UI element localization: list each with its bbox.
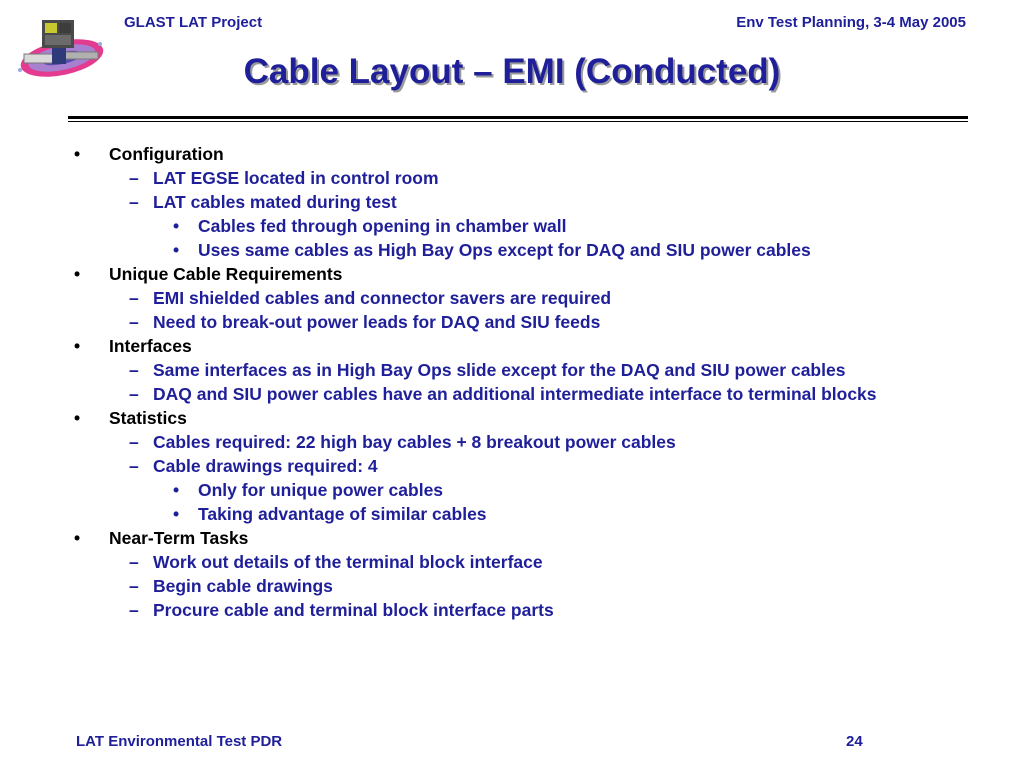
dash-marker: –: [129, 600, 139, 620]
dash-marker: –: [129, 576, 139, 596]
dash-marker: –: [129, 552, 139, 572]
sub-sub-bullet: [0, 238, 1024, 262]
sub-bullet: [0, 166, 1024, 190]
bullet-marker: •: [74, 264, 81, 284]
dash-marker: –: [129, 456, 139, 476]
bullet-marker: •: [173, 480, 180, 500]
bullet-unique-cable-requirements: [0, 262, 1024, 286]
slide-body: [0, 142, 1024, 622]
sub-bullet-text: Need to break-out power leads for DAQ and SIU feeds: [153, 312, 601, 332]
bullet-marker: •: [74, 144, 81, 164]
bullet-interfaces: [0, 334, 1024, 358]
sub-bullet: [0, 382, 1024, 406]
sub-sub-bullet-text: Taking advantage of similar cables: [198, 504, 487, 524]
sub-bullet-text: DAQ and SIU power cables have an additional intermediate interface to terminal blocks: [153, 384, 877, 404]
sub-bullet: [0, 598, 1024, 622]
footer-title: LAT Environmental Test PDR: [76, 733, 283, 750]
sub-bullet: [0, 190, 1024, 214]
sub-bullet-text: EMI shielded cables and connector savers are required: [153, 288, 612, 308]
dash-marker: –: [129, 288, 139, 308]
sub-bullet-text: Begin cable drawings: [153, 576, 333, 596]
slide-title: Cable Layout – EMI (Conducted): [243, 52, 781, 91]
sub-sub-bullet: [0, 478, 1024, 502]
sub-bullet-text: LAT cables mated during test: [153, 192, 397, 212]
bullet-marker: •: [173, 240, 180, 260]
sub-bullet-text: Cables required: 22 high bay cables + 8 breakout power cables: [153, 432, 676, 452]
header-meeting: Env Test Planning, 3-4 May 2005: [736, 14, 966, 31]
dash-marker: –: [129, 360, 139, 380]
sub-bullet-text: Cable drawings required: 4: [153, 456, 378, 476]
bullet-text: Statistics: [109, 408, 187, 428]
bullet-marker: •: [74, 336, 81, 356]
title-rule: [68, 116, 968, 119]
bullet-marker: •: [74, 408, 81, 428]
sub-bullet: [0, 454, 1024, 478]
sub-bullet: [0, 550, 1024, 574]
bullet-configuration: [0, 142, 1024, 166]
sub-sub-bullet-text: Only for unique power cables: [198, 480, 444, 500]
dash-marker: –: [129, 432, 139, 452]
bullet-text: Unique Cable Requirements: [109, 264, 343, 284]
sub-sub-bullet: [0, 502, 1024, 526]
header-project: GLAST LAT Project: [124, 14, 263, 31]
title-rule-thin: [68, 121, 968, 122]
dash-marker: –: [129, 168, 139, 188]
bullet-text: Configuration: [109, 144, 224, 164]
sub-bullet-text: Same interfaces as in High Bay Ops slide except for the DAQ and SIU power cables: [153, 360, 846, 380]
sub-sub-bullet: [0, 214, 1024, 238]
sub-bullet: [0, 358, 1024, 382]
sub-bullet: [0, 286, 1024, 310]
bullet-statistics: [0, 406, 1024, 430]
dash-marker: –: [129, 384, 139, 404]
bullet-near-term-tasks: [0, 526, 1024, 550]
dash-marker: –: [129, 312, 139, 332]
bullet-marker: •: [173, 504, 180, 524]
sub-bullet-text: Procure cable and terminal block interface parts: [153, 600, 554, 620]
sub-sub-bullet-text: Uses same cables as High Bay Ops except for DAQ and SIU power cables: [198, 240, 811, 260]
bullet-marker: •: [74, 528, 81, 548]
bullet-text: Interfaces: [109, 336, 192, 356]
sub-bullet: [0, 430, 1024, 454]
sub-sub-bullet-text: Cables fed through opening in chamber wall: [198, 216, 567, 236]
bullet-text: Near-Term Tasks: [109, 528, 249, 548]
dash-marker: –: [129, 192, 139, 212]
sub-bullet: [0, 310, 1024, 334]
sub-bullet: [0, 574, 1024, 598]
sub-bullet-text: Work out details of the terminal block interface: [153, 552, 543, 572]
bullet-marker: •: [173, 216, 180, 236]
page-number: 24: [846, 733, 863, 750]
sub-bullet-text: LAT EGSE located in control room: [153, 168, 439, 188]
